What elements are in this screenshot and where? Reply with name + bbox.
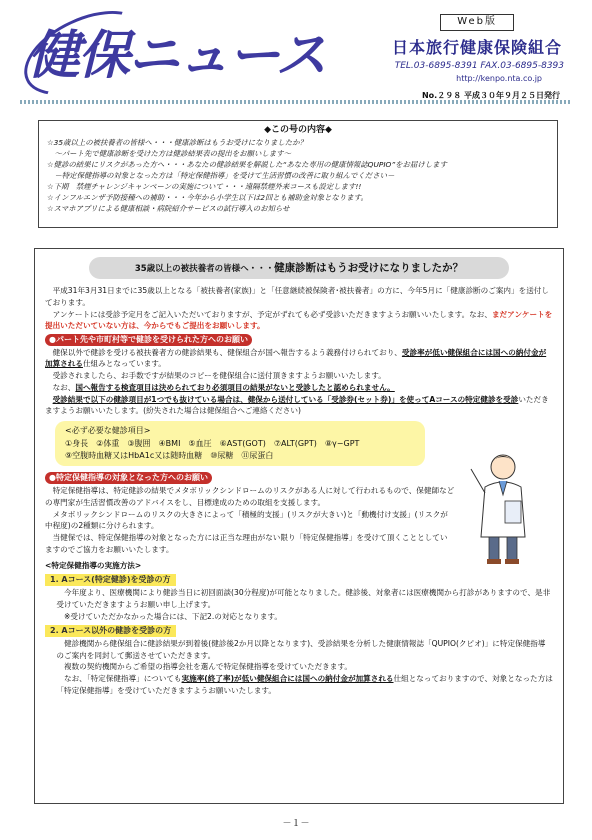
organization-url[interactable]: http://kenpo.nta.co.jp	[456, 74, 542, 83]
organization-name: 日本旅行健康保険組合	[391, 38, 562, 57]
issue-number: No.２９８ 平成３０年９月２５日発行	[421, 91, 560, 100]
required-items-line: ①身長 ②体重 ③腹囲 ④BMI ⑤血圧 ⑥AST(GOT) ⑦ALT(GPT) ⑧γ−GPT	[65, 438, 360, 448]
table-of-contents	[38, 120, 558, 228]
course-a-paragraph: 今年度より、医療機関により健診当日に初回面談(30分程度)が可能となりました。健診後、対象者には医療機関から打診がありますので、是非受けていただきますようお願い申し上げます。	[56, 587, 551, 609]
header-divider	[20, 100, 572, 104]
organization-contact: TEL.03-6895-8391 FAX.03-6895-8393	[394, 61, 564, 71]
article-title	[89, 257, 509, 279]
survey-reminder: まだアンケートを提出いただいていない方は、今からでもご提出をお願いします。	[45, 309, 553, 331]
required-items-title: <必ず必要な健診項目>	[65, 426, 151, 436]
course-a-note: ※受けていただかなかった場合には、下記2.の対応となります。	[63, 611, 283, 621]
contents-item: ☆健診の結果にリスクがあった方へ・・・あなたの健診結果を解説した“あなた専用の健康情報誌QUPIO”をお届けします	[47, 159, 447, 169]
course-b-heading: 2. Aコース以外の健診を受診の方	[45, 625, 176, 637]
required-items-line: ⑨空腹時血糖又はHbA1c又は随時血糖 ⑩尿糖 ⑪尿蛋白	[65, 451, 274, 461]
section-paragraph: メタボリックシンドロームのリスクの大きさによって「積極的支援」(リスクが大きい)と「動機付け支援」(リスクが中程度)の2種類に分けられます。	[45, 509, 448, 531]
contents-item: －特定保健指導の対象となった方は「特定保健指導」を受けて生活習慣の改善に取り組んでください－	[47, 170, 395, 180]
intro-paragraph: 平成31年3月31日までに35歳以上となる「被扶養者(家族)」と「任意継続被保険者･被扶養者」の方に、今年5月に「健康診断のご案内」を送付しております。	[45, 286, 549, 307]
section-heading-guidance: ●特定保健指導の対象となった方へのお願い	[45, 472, 212, 484]
contents-item: ☆スマホアプリによる健康相談・病院紹介サービスの試行導入のお知らせ	[47, 203, 290, 213]
course-a-heading: 1. Aコース(特定健診)を受診の方	[45, 574, 176, 586]
section-heading-part-time: ●パート先や市町村等で健診を受けられた方へのお願い	[45, 334, 252, 346]
article-health-checkup	[34, 248, 564, 804]
contents-item: ～パート先で健康診断を受けた方は健診結果表の提出をお願いします～	[47, 149, 291, 158]
course-b-paragraph: なお、「特定保健指導」についても実施率(終了率)が低い健保組合には国への納付金が加算される仕組となっておりますので、対象となった方は「特定保健指導」を受けていただきますようお願いいたします。	[56, 674, 553, 695]
web-edition-badge: Web版	[440, 14, 514, 31]
section-paragraph: 受診されましたら、お手数ですが結果のコピーを健保組合に送付頂きますようお願いいたします。	[52, 371, 386, 381]
doctor-illustration	[465, 449, 545, 569]
intro-request: アンケートには受診予定月をご記入いただいておりますが、予定がずれても必ず受診いただきますようお願いいたします。なお、まだアンケートを提出いただいていない方は、今からでもご提出をお願いします。	[45, 309, 553, 331]
contents-title: ◆この号の内容◆	[264, 125, 332, 135]
masthead-header	[20, 12, 572, 104]
required-items-box	[55, 421, 425, 466]
section-paragraph: 特定保健指導は、特定健診の結果でメタボリックシンドロームのリスクがある人に対して行われるもので、保健師などの専門家が生活習慣改善のアドバイスをし、目標達成のための取組を支援します。	[45, 486, 455, 507]
page-number: －１－	[282, 819, 310, 829]
section-paragraph: なお、国へ報告する検査項目は決められており必須項目の結果がないと受診したと認められません。	[52, 382, 395, 392]
contents-item: ☆下期 禁煙チャレンジキャンペーンの実施について・・・遠隔禁煙外来コースも設定します!!	[47, 181, 362, 191]
section-paragraph: 当健保では、特定保健指導の対象となった方には正当な理由がない限り「特定保健指導」を受けて頂くこととしていますのでご協力をお願いいたします。	[45, 533, 448, 554]
article-title-lead: 35歳以上の被扶養者の皆様へ・・・	[134, 264, 275, 274]
article-title-main: 健康診断はもうお受けになりましたか？	[274, 262, 464, 274]
section-paragraph: 健保以外で健診を受ける被扶養者方の健診結果も、健保組合が国へ報告するよう義務付けられており、受診率が低い健保組合には国への納付金が加算される仕組みとなっています。	[45, 347, 547, 369]
section-paragraph: 受診結果で以下の健診項目が1つでも抜けている場合は、健保から送付している「受診券(セット券)」を使ってAコースの特定健診を受診いただきますようお願いいたします。(紛失された場合は健保組合へご連絡ください)	[45, 394, 549, 416]
contents-item: ☆インフルエンザ予防接種への補助・・・今年から小学生以下は2回とも補助金対象となります。	[47, 192, 368, 202]
contents-item: ☆35歳以上の被扶養者の皆様へ・・・健康診断はもうお受けになりましたか？	[47, 138, 307, 148]
program-title: <特定保健指導の実施方法>	[45, 560, 142, 570]
masthead-title: 健保ニュース	[28, 25, 326, 86]
course-b-paragraph: 複数の契約機関からご希望の指導会社を選んで特定保健指導を受けていただきます。	[63, 662, 352, 672]
course-b-paragraph: 健診機関から健保組合に健診結果が到着後(健診後2か月以降となります)、受診結果を分析した健康情報誌「QUPIO(クピオ)」に特定保健指導のご案内を同封して郵送させていただきます。	[56, 638, 546, 660]
